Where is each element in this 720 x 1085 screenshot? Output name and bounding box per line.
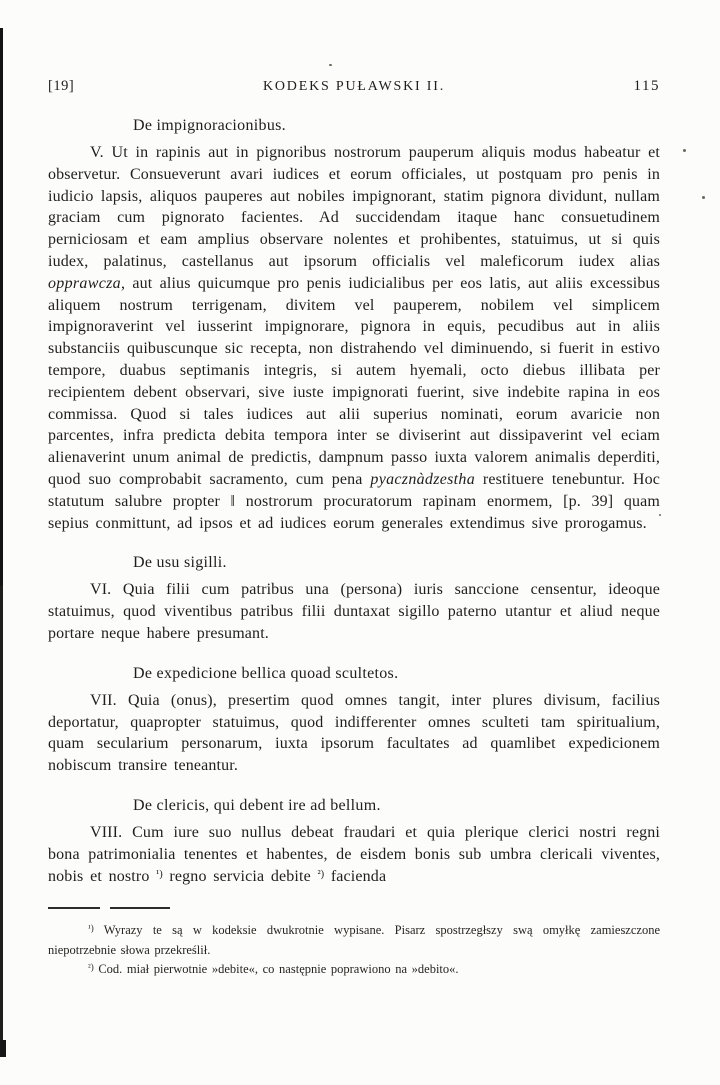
footnote-1-marker: ¹): [88, 923, 94, 934]
paragraph-text: VIII. Cum iure suo nullus debeat fraudari et quia plerique clerici nostri regni bona patrimonialia tenentes et habentes, de eisdem bonis sub umbra clericali viventes, nobis et nostro: [48, 823, 660, 885]
paragraph-text: VI. Quia filii cum patribus una (persona) iuris sanccione censentur, ideoque statuimus, quod viventibus patribus filii duntaxat sigillo paterno utantur et aliud neque portare neque habere presumant.: [48, 581, 660, 642]
paragraph-vi: [48, 579, 660, 644]
footnote-2-marker: ²): [88, 962, 94, 973]
page-number: 115: [633, 78, 660, 94]
footnote-reference-1: ¹): [156, 868, 163, 880]
chapter-heading-de-clericis: De clericis, qui debent ire ad bellum.: [133, 796, 381, 814]
vernacular-term-pyacznadzestha: pyacznàdzestha: [370, 470, 476, 488]
paragraph-text: restituere tenebuntur. Hoc statutum salubre propter ‖ nostrorum procuratorum rapinam enormem, [p. 39] quam sepius conmittunt, ad ipsos et ad iudices eorum generales extendimus sive prorogamus.: [48, 470, 660, 532]
paragraph-text: facienda: [324, 867, 387, 885]
paragraph-text: VII. Quia (onus), presertim quod omnes tangit, inter plures divisum, facilius deportatur, quapropter statuimus, quod indifferenter omnes sculteti tam spiritualium, quam secularium personarum, iuxta ipsorum facultates ad quamlibet expedicionem nobiscum transire teneantur.: [48, 691, 660, 775]
chapter-heading-de-expedicione-bellica: De expedicione bellica quoad scultetos.: [133, 664, 399, 682]
scan-speck: [683, 149, 686, 152]
paragraph-text: , aut alius quicumque pro penis iudicialibus per eos latis, aut aliis excessibus aliquem nostrum terrigenam, divitem vel pauperem, nobilem vel simplicem impignoraverint vel iusserint impignorare, pignora in equis, pecudibus aut in aliis substanciis quibuscunque sic recepta, non distrahendo vel diminuendo, si fuerit in estivo tempore, duabus septimanis integris, si autem hyemali, octo diebus illibata per recipientem debent observari, sive iuste impignorati fuerint, sive indebite rapina in eos commissa. Quod si tales iudices aut alii superius nominati, eorum avaricie non parcentes, infra predicta debita tempora inter se diviserint aut dissipaverint vel eciam alienaverint unum animal de predictis, dampnum passo iuxta valorem animalis deperditi, quod suo comprobabit sacramento, cum pena: [48, 274, 660, 488]
footnote-2: [48, 960, 660, 980]
paragraph-vii: [48, 690, 660, 777]
paragraph-text: V. Ut in rapinis aut in pignoribus nostrorum pauperum aliquis modus habeatur et observetur. Consueverunt avari iudices et eorum officiales, ut postquam pro penis in iudicio lapsis, aliquos pauperes aut nobiles impignorant, statim pignora dividunt, nullam graciam cum pignorato facientes. Ad succidendam itaque hanc consuetudinem perniciosam et eam amplius observare nolentes et prohibentes, statuimus, ut si quis iudex, palatinus, castellanus aut ipsorum officialis vel maleficorum iudex alias: [48, 144, 660, 270]
running-title: KODEKS PUŁAWSKI II.: [262, 79, 445, 94]
footnote-1-text: Wyrazy te są w kodeksie dwukrotnie wypisane. Pisarz spostrzegłszy swą omyłkę zamieszczone niepotrzebnie słowa przekreślił.: [48, 923, 660, 957]
vernacular-term-opprawcza: opprawcza: [48, 274, 121, 292]
footnote-separator-rule: [48, 907, 170, 909]
scan-speck: [329, 64, 332, 66]
chapter-heading-de-impignoracionibus: De impignoracionibus.: [133, 117, 286, 134]
scan-speck: [702, 196, 705, 199]
paragraph-text: regno servicia debite: [162, 867, 318, 885]
scan-edge-artifact-blob: [0, 1040, 6, 1057]
footnote-1: [48, 921, 660, 960]
footnote-2-text: Cod. miał pierwotnie »debite«, co następnie poprawiono na »debito«.: [93, 962, 459, 977]
page-content: [48, 78, 660, 980]
page-header: [48, 78, 660, 95]
folio-number: [19]: [48, 78, 75, 94]
footnote-reference-2: ²): [317, 868, 325, 880]
paragraph-viii: [48, 822, 660, 887]
chapter-heading-de-usu-sigilli: De usu sigilli.: [133, 554, 227, 572]
scan-edge-artifact: [0, 28, 3, 1042]
paragraph-v: [48, 142, 660, 534]
